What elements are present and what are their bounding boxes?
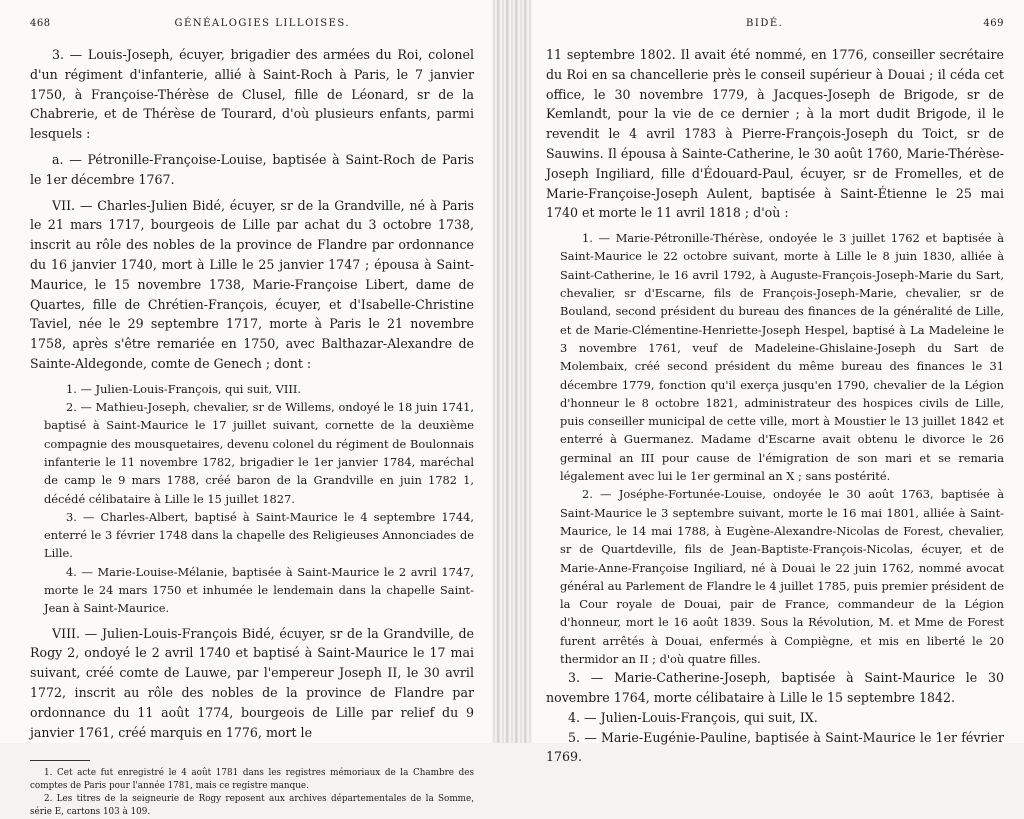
paragraph-viii-julien-louis-francois: VIII. — Julien-Louis-François Bidé, écuyer, sr de la Grandville, de Rogy 2, ondoyé le 2 avril 1740 et baptisé à Saint-Maurice le 17 mai suivant, créé comte de Lauwe, par l'empereur Joseph II, le 30 avril 1772, inscrit au rôle des nobles de la province de Flandre par ordonnance du 11 août 1774, bourgeois de Lille par relief du 9 janvier 1761, créé marquis en 1776, mort le — [30, 625, 474, 740]
paragraph-continuation: 11 septembre 1802. Il avait été nommé, en 1776, conseiller secrétaire du Roi en sa chancellerie près le conseil supérieur à Douai ; il céda cet office, le 30 novembre 1779, à Jacques-Joseph de Brigode, sr de Kemlandt, pour la vie de ce dernier ; à la mort dudit Brigode, il le revendit le 4 avril 1783 à Pierre-François-Joseph du Toict, sr de Sauwins. Il épousa à Sainte-Catherine, le 30 août 1760, Marie-Thérèse-Joseph Ingiliard, fille d'Édouard-Paul, écuyer, sr de Fromelles, et de Marie-Françoise-Joseph Aulent, baptisée à Saint-Étienne le 25 mai 1740 et morte le 11 avril 1818 ; d'où : — [546, 47, 1004, 221]
left-running-head — [30, 18, 474, 29]
child-1-marie-petronille-therese: 1. — Marie-Pétronille-Thérèse, ondoyée le 3 juillet 1762 et baptisée à Saint-Maurice le 22 octobre suivant, morte à Lille le 8 juin 1830, alliée à Saint-Catherine, le 16 avril 1792, à Auguste-François-Joseph-Marie du Sart, chevalier, sr d'Escarne, fils de François-Joseph-Marie, chevalier, sr de Bouland, second président du bureau des finances de la généralité de Lille, et de Marie-Clémentine-Henriette-Joseph Hespel, baptisé à La Madeleine le 3 novembre 1761, veuf de Madeleine-Ghislaine-Joseph du Sart de Molembaix, créé second président du même bureau des finances le 31 décembre 1779, fonction qu'il exerça jusqu'en 1790, chevalier de la Légion d'honneur le 8 octobre 1821, administrateur des hospices civils de Lille, puis conseiller municipal de cette ville, mort à Moustier le 13 juillet 1842 et enterré à Guermanez. Madame d'Escarne avait obtenu le divorce le 26 germinal an III pour cause de l'émigration de son mari et se remaria légalement avec lui le 1er germinal an X ; sans postérité. — [560, 231, 1004, 484]
left-page-number: 468 — [30, 18, 51, 29]
child-5-marie-eugenie-pauline: 5. — Marie-Eugénie-Pauline, baptisée à Saint-Maurice le 1er février 1769. — [546, 729, 1004, 765]
right-page — [532, 0, 1024, 765]
right-running-title: BIDÉ. — [746, 18, 784, 29]
child-4-julien-louis-francois: 4. — Julien-Louis-François, qui suit, IX. — [568, 709, 818, 725]
child-2-mathieu-joseph: 2. — Mathieu-Joseph, chevalier, sr de Willems, ondoyé le 18 juin 1741, baptisé à Saint-Maurice le 17 juillet suivant, cornette de la deuxième compagnie des mousquetaires, devenu colonel du régiment de Boulonnais infanterie le 11 novembre 1782, brigadier le 1er janvier 1784, maréchal de camp le 9 mars 1788, créé baron de la Grandville en juin 1782 1, décédé célibataire à Lille le 15 juillet 1827. — [44, 400, 474, 506]
right-page-number: 469 — [983, 18, 1004, 29]
child-1-julien-louis-francois: 1. — Julien-Louis-François, qui suit, VIII. — [66, 381, 302, 396]
child-3-marie-catherine-joseph: 3. — Marie-Catherine-Joseph, baptisée à Saint-Maurice le 30 novembre 1764, morte célibataire à Lille le 15 septembre 1842. — [546, 670, 1004, 706]
footnote-2: 2. Les titres de la seigneurie de Rogy reposent aux archives départementales de la Somme, série E, cartons 103 à 109. — [30, 794, 474, 818]
paragraph-vii-charles-julien: VII. — Charles-Julien Bidé, écuyer, sr de la Grandville, né à Paris le 21 mars 1717, bourgeois de Lille par achat du 3 octobre 1738, inscrit au rôle des nobles de la province de Flandre par ordonnance du 16 janvier 1740, mort à Lille le 25 janvier 1747 ; épousa à Saint-Maurice, le 15 novembre 1738, Marie-Françoise Libert, dame de Quartes, fille de Chrétien-François, écuyer, et d'Isabelle-Christine Taviel, née le 29 septembre 1717, morte à Paris le 21 novembre 1758, après s'être remariée en 1750, avec Balthazar-Alexandre de Sainte-Aldegonde, comte de Genech ; dont : — [30, 197, 474, 371]
footnote-rule — [30, 760, 90, 761]
right-running-head — [546, 18, 1004, 29]
book-gutter — [492, 0, 532, 743]
child-4-marie-louise-melanie: 4. — Marie-Louise-Mélanie, baptisée à Saint-Maurice le 2 avril 1747, morte le 24 mars 1750 et inhumée le lendemain dans la chapelle Saint-Jean à Saint-Maurice. — [44, 564, 474, 616]
left-running-title: GÉNÉALOGIES LILLOISES. — [174, 18, 351, 29]
paragraph-louis-joseph: 3. — Louis-Joseph, écuyer, brigadier des armées du Roi, colonel d'un régiment d'infanterie, allié à Saint-Roch à Paris, le 7 janvier 1750, à Françoise-Thérèse de Clusel, fille de Léonard, sr de la Chabrerie, et de Thérèse de Tourard, d'où plusieurs enfants, parmi lesquels : — [30, 47, 474, 142]
left-page — [0, 0, 492, 818]
paragraph-petronille: a. — Pétronille-Françoise-Louise, baptisée à Saint-Roch de Paris le 1er décembre 1767. — [30, 151, 474, 187]
child-3-charles-albert: 3. — Charles-Albert, baptisé à Saint-Maurice le 4 septembre 1744, enterré le 3 février 1748 dans la chapelle des Religieuses Annonciades de Lille. — [44, 509, 474, 561]
child-2-josephe-fortunee-louise: 2. — Joséphe-Fortunée-Louise, ondoyée le 30 août 1763, baptisée à Saint-Maurice le 3 septembre suivant, morte le 16 mai 1801, alliée à Saint-Maurice, le 14 mai 1788, à Eugène-Alexandre-Nicolas de Forest, chevalier, sr de Quartdeville, fils de Jean-Baptiste-François-Nicolas, écuyer, et de Marie-Anne-Françoise Ingiliard, né à Douai le 22 juin 1762, nommé avocat général au Parlement de Flandre le 4 juillet 1785, puis premier président de la Cour royale de Douai, pair de France, commandeur de la Légion d'honneur, mort le 16 août 1839. Sous la Révolution, M. et Mme de Forest furent arrêtés à Douai, enfermés à Compiègne, et mis en liberté le 20 thermidor an II ; d'où quatre filles. — [560, 487, 1004, 666]
footnote-1: 1. Cet acte fut enregistré le 4 août 1781 dans les registres mémoriaux de la Chambre des comptes de Paris pour l'année 1781, mais ce registre manque. — [30, 768, 474, 792]
